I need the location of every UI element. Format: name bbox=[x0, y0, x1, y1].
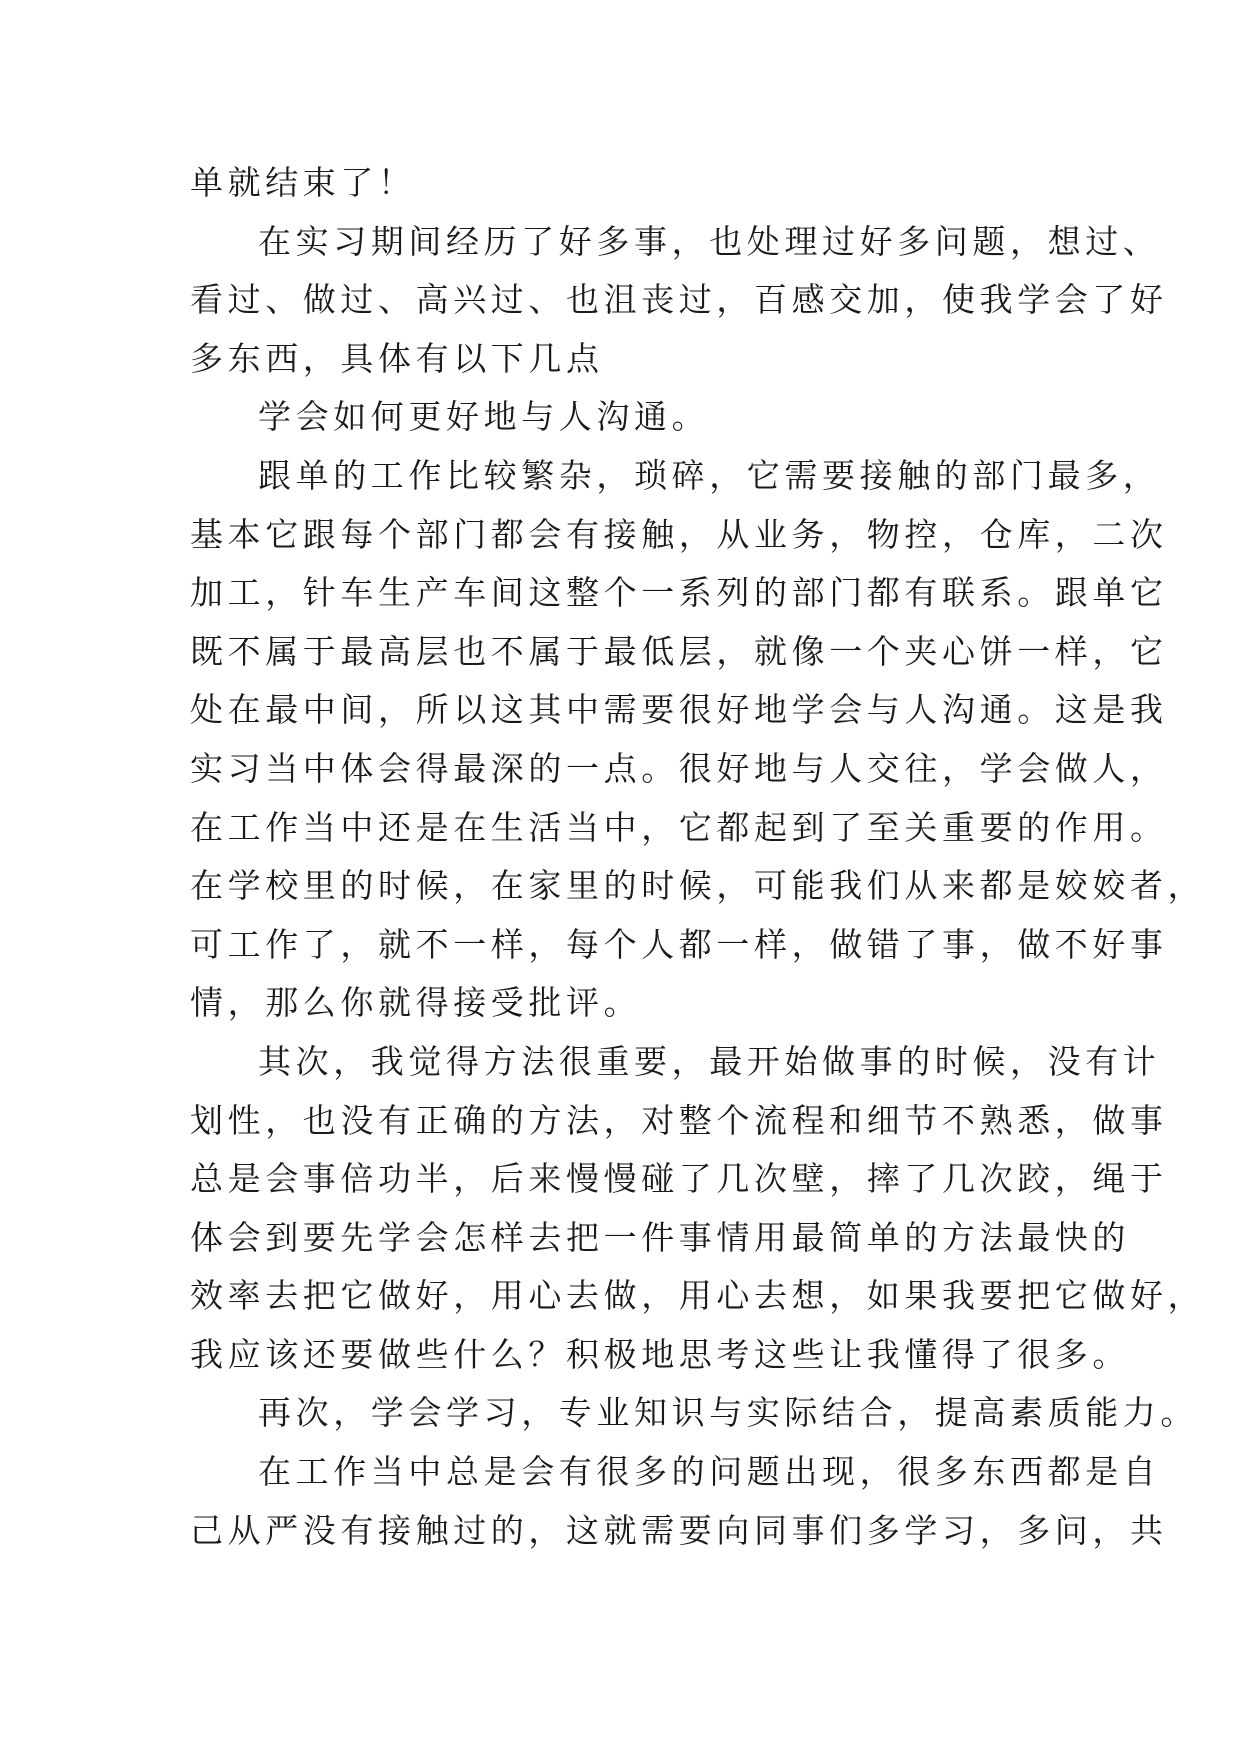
text-line: 总是会事倍功半，后来慢慢碰了几次壁，摔了几次跤，绳于 bbox=[190, 1159, 1168, 1199]
text-line: 在工作当中还是在生活当中，它都起到了至关重要的作用。 bbox=[190, 807, 1168, 847]
text-line: 我应该还要做些什么？积极地思考这些让我懂得了很多。 bbox=[190, 1334, 1130, 1374]
text-line: 可工作了，就不一样，每个人都一样，做错了事，做不好事 bbox=[190, 924, 1168, 964]
text-line: 效率去把它做好，用心去做，用心去想，如果我要把它做好， bbox=[190, 1276, 1206, 1316]
text-line: 实习当中体会得最深的一点。很好地与人交往，学会做人， bbox=[190, 748, 1168, 788]
text-line: 在学校里的时候，在家里的时候，可能我们从来都是姣姣者， bbox=[190, 866, 1206, 906]
text-line: 其次，我觉得方法很重要，最开始做事的时候，没有计 bbox=[258, 1041, 1161, 1081]
text-line: 既不属于最高层也不属于最低层，就像一个夹心饼一样，它 bbox=[190, 631, 1168, 671]
text-line: 处在最中间，所以这其中需要很好地学会与人沟通。这是我 bbox=[190, 690, 1168, 730]
text-line: 再次，学会学习，专业知识与实际结合，提高素质能力。 bbox=[258, 1393, 1198, 1433]
text-line: 划性，也没有正确的方法，对整个流程和细节不熟悉，做事 bbox=[190, 1100, 1168, 1140]
text-line: 在工作当中总是会有很多的问题出现，很多东西都是自 bbox=[258, 1452, 1161, 1492]
document-body bbox=[190, 154, 1206, 1560]
text-line: 在实习期间经历了好多事，也处理过好多问题，想过、 bbox=[258, 221, 1161, 261]
text-line: 情，那么你就得接受批评。 bbox=[190, 983, 642, 1023]
text-line: 体会到要先学会怎样去把一件事情用最简单的方法最快的 bbox=[190, 1217, 1130, 1257]
text-line: 学会如何更好地与人沟通。 bbox=[258, 397, 710, 437]
text-line: 单就结束了！ bbox=[190, 163, 416, 202]
text-line: 多东西，具体有以下几点 bbox=[190, 338, 604, 378]
text-line: 看过、做过、高兴过、也沮丧过，百感交加，使我学会了好 bbox=[190, 280, 1168, 320]
text-line: 基本它跟每个部门都会有接触，从业务，物控，仓库，二次 bbox=[190, 514, 1168, 554]
text-line: 己从严没有接触过的，这就需要向同事们多学习，多问，共 bbox=[190, 1510, 1168, 1550]
text-line: 加工，针车生产车间这整个一系列的部门都有联系。跟单它 bbox=[190, 573, 1168, 613]
text-line: 跟单的工作比较繁杂，琐碎，它需要接触的部门最多， bbox=[258, 455, 1161, 495]
